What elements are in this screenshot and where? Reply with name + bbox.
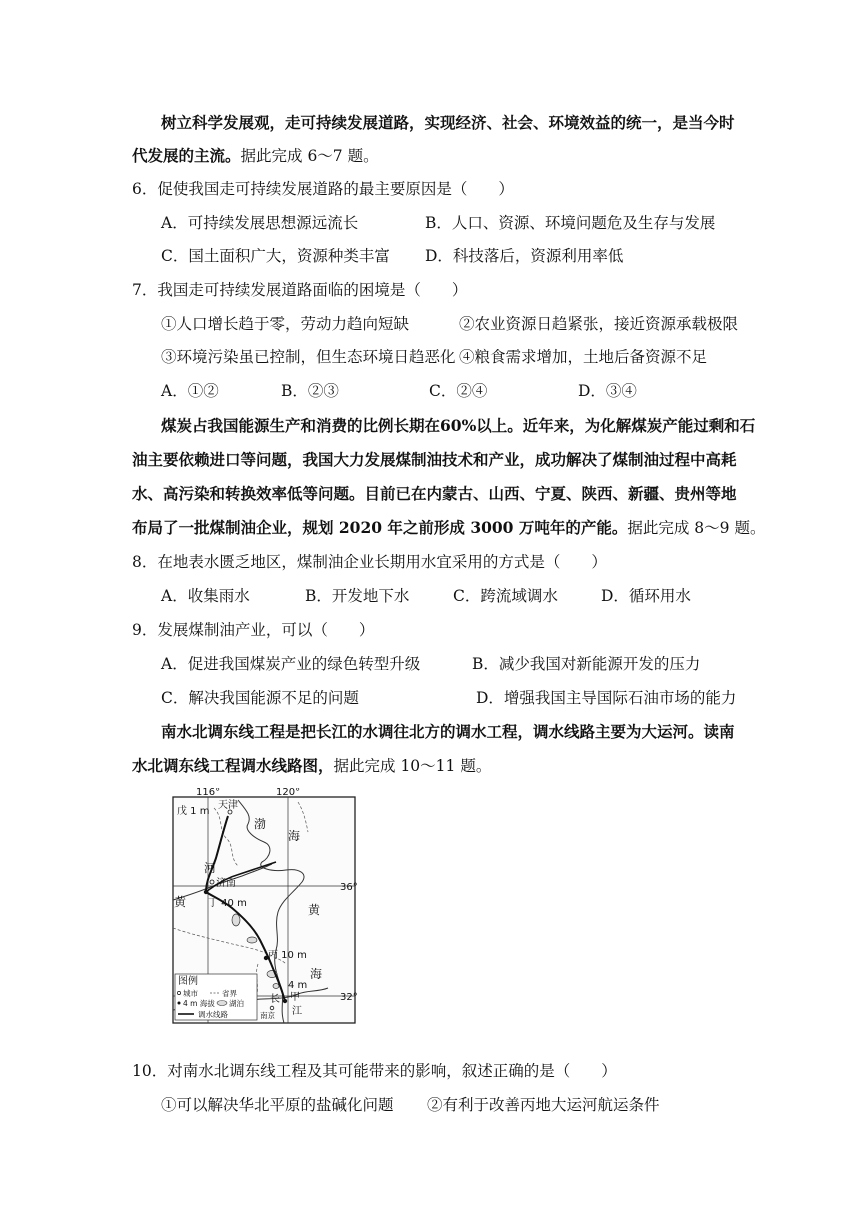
- q10-stem: 10．对南水北调东线工程及其可能带来的影响，叙述正确的是（ ）: [132, 1062, 617, 1080]
- q7-statement-3: ③环境污染虽已控制，但生态环境日趋恶化: [161, 348, 456, 366]
- q7-statement-2: ②农业资源日趋紧张，接近资源承载极限: [459, 315, 739, 333]
- intro1-line2-bold: 代发展的主流。: [132, 146, 241, 165]
- q6-stem: 6．促使我国走可持续发展道路的最主要原因是（ ）: [132, 180, 514, 198]
- lon-120-label: 120°: [276, 788, 301, 798]
- lake-dongping: [232, 914, 240, 926]
- q10-statement-2: ②有利于改善丙地大运河航运条件: [427, 1096, 660, 1114]
- label-jiang: 江: [292, 1006, 302, 1017]
- intro2-line3: 水、高污染和转换效率低等问题。目前已在内蒙古、山西、宁夏、陕西、新疆、贵州等地: [132, 484, 737, 503]
- q6-option-a: A．可持续发展思想源远流长: [161, 214, 359, 232]
- label-ding: 丁 40 m: [208, 898, 247, 909]
- label-tianjin: 天津: [218, 800, 238, 811]
- legend-alt: 4 m 海拔: [183, 999, 215, 1008]
- legend-title: 图例: [178, 976, 198, 987]
- label-hai-2: 海: [310, 967, 323, 981]
- label-chang: 长: [270, 994, 280, 1005]
- label-he: 河: [204, 861, 217, 875]
- lon-116-label: 116°: [196, 788, 221, 798]
- legend-city: 城市: [183, 989, 198, 998]
- q10-statement-1: ①可以解决华北平原的盐碱化问题: [161, 1096, 394, 1114]
- q6-option-c: C．国土面积广大，资源种类丰富: [161, 247, 390, 265]
- label-bing: 丙 10 m: [268, 950, 307, 961]
- q8-option-c: C．跨流域调水: [453, 587, 558, 605]
- intro3-line2-rest: 据此完成 10～11 题。: [333, 757, 492, 775]
- water-diversion-route-map: [168, 788, 358, 1026]
- label-bo: 渤: [254, 817, 267, 831]
- q7-statement-1: ①人口增长趋于零，劳动力趋向短缺: [161, 315, 410, 333]
- q9-option-a: A．促进我国煤炭产业的绿色转型升级: [161, 655, 421, 673]
- label-nanjing: 南京: [260, 1011, 275, 1020]
- q8-option-b: B．开发地下水: [305, 587, 410, 605]
- intro3-line2: [132, 755, 491, 777]
- label-jia: 甲: [290, 992, 300, 1003]
- point-ding: [204, 890, 208, 894]
- intro3-line1: 南水北调东线工程是把长江的水调往北方的调水工程，调水线路主要为大运河。读南: [161, 722, 735, 741]
- lake-weishan: [247, 937, 257, 943]
- q9-option-b: B．减少我国对新能源开发的压力: [472, 655, 701, 673]
- lat-36-label: 36°: [340, 882, 358, 893]
- q7-option-b: B．②③: [281, 382, 339, 400]
- label-huang-river: 黄: [174, 895, 187, 909]
- q7-option-c: C．②④: [429, 382, 488, 400]
- legend-alt-symbol: [178, 1002, 181, 1005]
- q9-stem: 9．发展煤制油产业，可以（ ）: [132, 621, 375, 639]
- label-wu: 戊 1 m: [177, 806, 210, 817]
- intro2-line1: 煤炭占我国能源生产和消费的比例长期在60%以上。近年来，为化解煤炭产能过剩和石: [161, 416, 756, 435]
- intro1-line2: [132, 145, 379, 167]
- intro2-line2: 油主要依赖进口等问题，我国大力发展煤制油技术和产业，成功解决了煤制油过程中高耗: [132, 450, 737, 469]
- q9-option-d: D．增强我国主导国际石油市场的能力: [476, 689, 737, 707]
- intro2-line4-bold: 布局了一批煤制油企业，规划 2020 年之前形成 3000 万吨年的产能。: [132, 518, 628, 537]
- intro2-line4: [132, 517, 765, 539]
- intro1-line2-rest: 据此完成 6～7 题。: [240, 147, 379, 165]
- q8-option-d: D．循环用水: [601, 587, 691, 605]
- intro2-line4-rest: 据此完成 8～9 题。: [627, 519, 766, 537]
- label-jinan: 济南: [216, 878, 236, 889]
- lake-gaoyou: [273, 984, 279, 989]
- label-jia-alt: 4 m: [288, 980, 308, 991]
- q8-option-a: A．收集雨水: [161, 587, 250, 605]
- q7-statement-4: ④粮食需求增加，土地后备资源不足: [459, 348, 708, 366]
- intro3-line2-bold: 水北调东线工程调水线路图，: [132, 756, 334, 775]
- legend-lake: 湖泊: [229, 999, 244, 1008]
- label-huang-sea: 黄: [308, 903, 321, 917]
- intro1-line1: 树立科学发展观，走可持续发展道路，实现经济、社会、环境效益的统一，是当今时: [161, 113, 735, 132]
- q7-stem: 7．我国走可持续发展道路面临的困境是（ ）: [132, 281, 468, 299]
- legend-route: 调水线路: [198, 1010, 228, 1019]
- q8-stem: 8．在地表水匮乏地区，煤制油企业长期用水宜采用的方式是（ ）: [132, 553, 607, 571]
- q7-option-d: D．③④: [578, 382, 637, 400]
- q6-option-d: D．科技落后，资源利用率低: [425, 247, 624, 265]
- q7-option-a: A．①②: [161, 382, 219, 400]
- lat-32-label: 32°: [340, 992, 358, 1003]
- q6-option-b: B．人口、资源、环境问题危及生存与发展: [425, 214, 716, 232]
- legend-lake-symbol: [217, 1001, 227, 1006]
- q9-option-c: C．解决我国能源不足的问题: [161, 689, 359, 707]
- legend-border: 省界: [222, 989, 237, 998]
- point-jia: [283, 999, 287, 1003]
- label-hai-1: 海: [288, 829, 301, 843]
